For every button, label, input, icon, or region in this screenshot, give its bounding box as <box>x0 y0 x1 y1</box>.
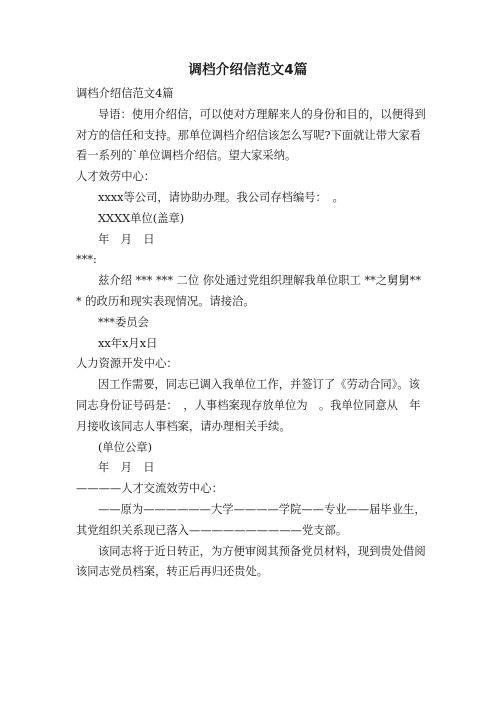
letter4-body-1: ——原为——————大学————学院——专业——届毕业生，其党组织关系现已落入——————————党支部。 <box>76 502 426 537</box>
letter3-body: 因工作需要，同志已调入我单位工作，并签订了《劳动合同》。该同志身份证号码是： ，人事档案现存放单位为 。我单位同意从 年 月接收该同志人事档案，请办理相关手续。 <box>76 378 432 433</box>
document-title: 调档介绍信范文4篇 <box>188 62 308 78</box>
letter1-recipient: 人才效劳中心： <box>76 170 156 184</box>
letter1-body: xxxx等公司，请协助办理。我公司存档编号： 。 <box>98 190 344 204</box>
letter2-recipient: ***: <box>76 253 97 267</box>
document-body <box>76 84 432 583</box>
intro-paragraph: 导语：使用介绍信，可以使对方理解来人的身份和目的，以便得到对方的信任和支持。那单位调档介绍信该怎么写呢?下面就让带大家看看一系列的`单位调档介绍信。望大家采纳。 <box>76 107 426 163</box>
subtitle-line: 调档介绍信范文4篇 <box>76 87 174 100</box>
letter4-body-2: 该同志将于近日转正，为方便审阅其预备党员材料，现到贵处借阅该同志党员档案，转正后再归还贵处。 <box>76 544 426 579</box>
letter3-recipient: 人力资源开发中心： <box>76 357 178 371</box>
letter1-date: 年 月 日 <box>98 232 155 246</box>
letter2-signature: ***委员会 <box>98 315 149 329</box>
letter2-body: 兹介绍 *** *** 二位 你处通过党组织理解我单位职工 **之舅舅*** 的政历和现实表现情况。请接洽。 <box>76 274 421 308</box>
letter3-date: 年 月 日 <box>98 461 155 475</box>
letter4-recipient: ————人才交流效劳中心： <box>76 482 223 496</box>
letter2-date: xx年x月x日 <box>98 336 158 350</box>
letter1-signature: XXXX单位(盖章) <box>98 211 185 225</box>
letter3-seal: (单位公章) <box>98 440 153 454</box>
